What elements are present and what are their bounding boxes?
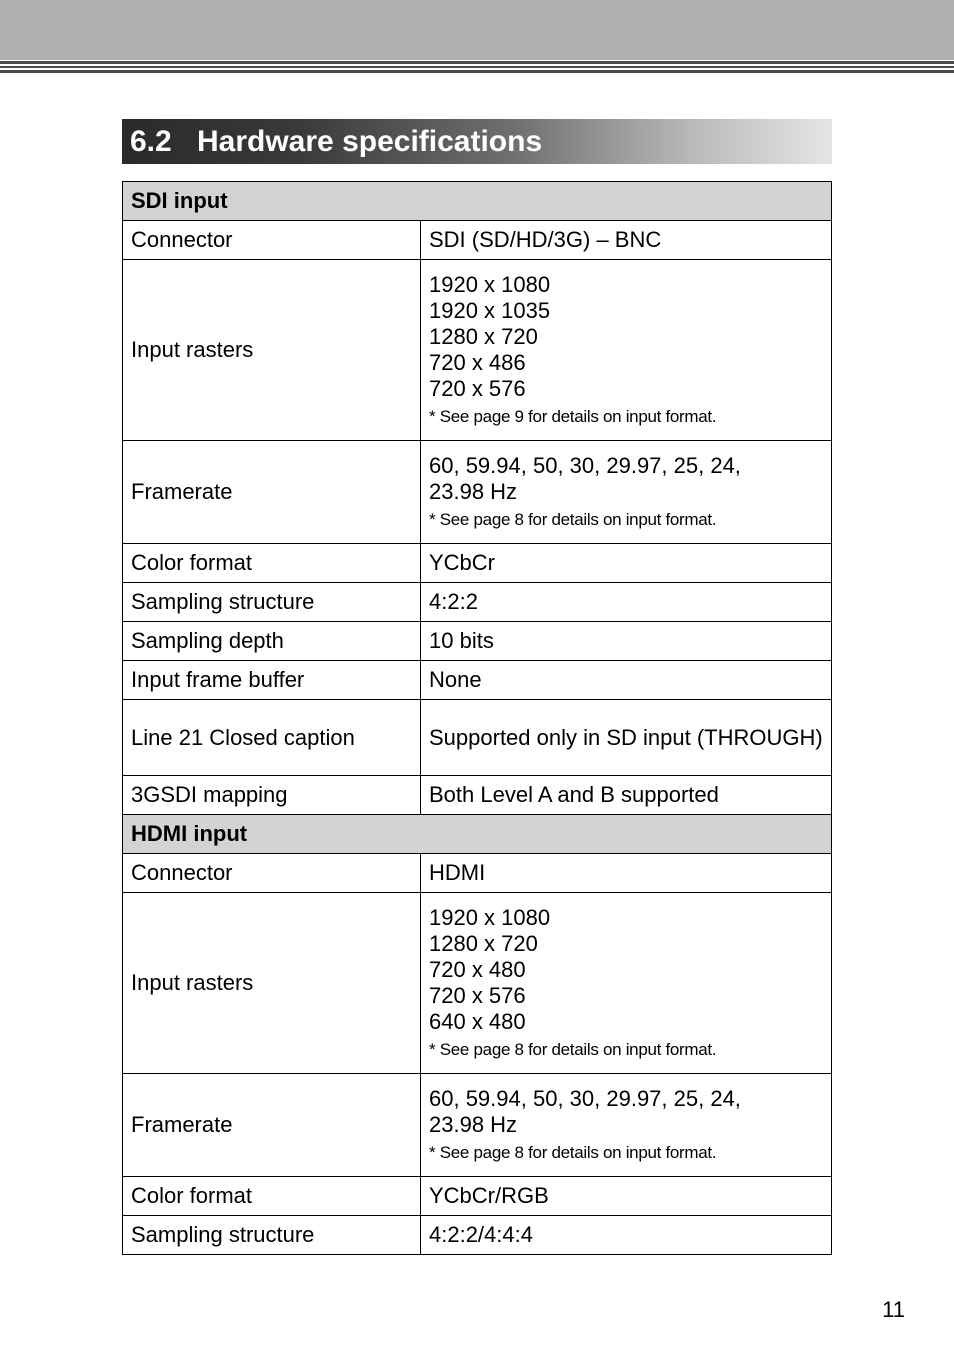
value-line: YCbCr/RGB [429,1183,549,1208]
spec-table [122,181,832,1255]
spec-value [421,583,832,622]
value-line: 720 x 576 [429,376,526,401]
spec-value [421,661,832,700]
spec-label: Sampling structure [123,583,421,622]
value-line: Supported only in SD input [429,724,691,750]
spec-value [421,1074,832,1177]
footnote: * See page 8 for details on input format. [429,510,717,529]
value-line: SDI (SD/HD/3G) – BNC [429,227,662,252]
spec-value [421,854,832,893]
value-line: 720 x 576 [429,983,526,1008]
group-header-sdi [123,182,832,221]
table-row [123,544,832,583]
table-row [123,1216,832,1255]
spec-value [421,776,832,815]
value-line: 1280 x 720 [429,324,538,349]
value-line: 23.98 Hz [429,479,518,504]
table-row [123,776,832,815]
spec-label: Sampling depth [123,622,421,661]
spec-label: Framerate [123,1074,421,1177]
spec-label: 3GSDI mapping [123,776,421,815]
table-row [123,622,832,661]
spec-label: Connector [123,854,421,893]
spec-label: Line 21 Closed caption [123,700,421,776]
value-line: None [429,667,482,692]
spec-label: Input rasters [123,893,421,1074]
value-line: 640 x 480 [429,1009,526,1034]
value-line: 1920 x 1080 [429,272,551,297]
header-rule [0,70,954,73]
value-line: 1280 x 720 [429,931,538,956]
table-row [123,1074,832,1177]
spec-value [421,544,832,583]
spec-label: Framerate [123,441,421,544]
spec-value [421,1216,832,1255]
spec-value [421,700,832,776]
value-line: (THROUGH) [696,724,823,750]
table-row [123,854,832,893]
spec-label: Sampling structure [123,1216,421,1255]
footnote: * See page 9 for details on input format. [429,407,717,426]
table-row [123,661,832,700]
table-row [123,583,832,622]
spec-value [421,441,832,544]
spec-label: Input rasters [123,260,421,441]
value-line: YCbCr [429,550,496,575]
table-row [123,1177,832,1216]
value-line: 1920 x 1080 [429,905,551,930]
spec-label: Color format [123,544,421,583]
value-line: 60, 59.94, 50, 30, 29.97, 25, 24, [429,1086,741,1111]
value-line: 23.98 Hz [429,1112,518,1137]
value-line: 720 x 480 [429,957,526,982]
header-rule [0,66,954,68]
page-number: 11 [882,1297,905,1322]
group-title: HDMI input [123,815,832,854]
footnote: * See page 8 for details on input format. [429,1040,717,1059]
table-row [123,260,832,441]
value-line: HDMI [429,860,486,885]
section-heading [122,119,832,164]
table-row [123,893,832,1074]
spec-value [421,260,832,441]
table-row [123,700,832,776]
value-line: Both Level A and B supported [429,782,719,807]
value-line: 1920 x 1035 [429,298,551,323]
value-line: 720 x 486 [429,350,526,375]
header-rule [0,61,954,64]
spec-label: Color format [123,1177,421,1216]
value-line: 4:2:2/4:4:4 [429,1222,533,1247]
spec-label: Input frame buffer [123,661,421,700]
spec-value [421,1177,832,1216]
group-header-hdmi [123,815,832,854]
value-line: 4:2:2 [429,589,478,614]
table-row [123,441,832,544]
spec-label: Connector [123,221,421,260]
value-line: 60, 59.94, 50, 30, 29.97, 25, 24, [429,453,741,478]
header-band [0,0,954,60]
group-title: SDI input [123,182,832,221]
spec-value [421,622,832,661]
spec-value [421,893,832,1074]
table-row [123,221,832,260]
section-number: 6.2 [130,125,172,158]
footnote: * See page 8 for details on input format. [429,1143,717,1162]
section-title: Hardware specifications [197,125,543,158]
spec-value [421,221,832,260]
value-line: 10 bits [429,628,494,653]
